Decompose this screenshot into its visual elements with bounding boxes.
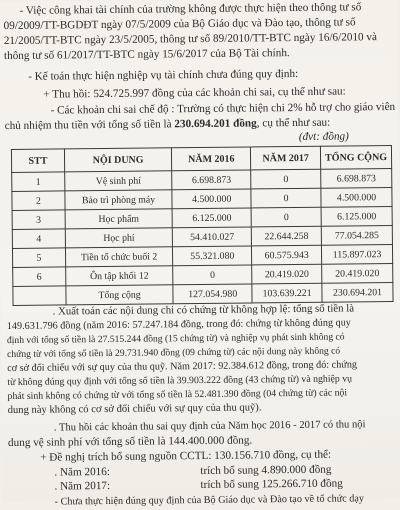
paragraph-line [54,479,110,494]
paragraph-line: + Đề nghị trích bổ sung nguồn CCTL: 130.156.710 đồng, cụ thể: [40,448,332,464]
amount-line: trích bổ sung 125.266.710 đồng [200,477,343,492]
cell-total-2016: 127.054.980 [173,284,252,304]
paragraph-line: 21/2005/TT-BTC ngày 23/5/2005, thông tư số 89/2010/TT-BTC ngày 16/6/2010 và [3,31,378,48]
paragraph-line: dung này không có cơ sở đối chiếu với sự quy của thu quỹ). [7,402,262,417]
paragraph-text: chủ nhiệm thu tiền với tổng số tiền là [4,118,175,133]
header-tong-cong: TỔNG CỘNG [320,145,391,169]
header-stt: STT [11,149,64,173]
paragraph-line: định với tổng số tiền là 27.515.244 đồng (15 chứng từ) và nghiệp vụ phát sinh không có [6,331,345,347]
cell-grand-total: 230.694.201 [322,282,393,302]
paragraph-line: . Xuất toán các nội dung chi có chứng từ không hợp lệ: tổng số tiền là [52,302,355,318]
cell-stt: 6 [13,267,66,287]
cell-content: Tiền tổ chức buổi 2 [65,247,173,267]
paragraph-line: . Thu hồi các khoản thu sai quy định của Năm học 2016 - 2017 có thu nội [53,419,366,434]
cell-total-label: Tổng cộng [66,285,174,305]
cell-total: 115.897.023 [322,244,393,264]
year-label: . Năm 2016: [54,465,111,479]
cell-2017: 0 [251,188,321,208]
cell-2017: 22.644.258 [251,226,321,246]
paragraph-line: - Kế toán thực hiện nghiệp vụ tài chính chưa đúng quy định: [28,67,299,83]
cell-total-2017: 103.639.221 [252,283,322,303]
cell-2016: 6.698.873 [172,170,251,190]
cell-stt: 5 [12,248,65,268]
cell-2016: 4.500.000 [172,189,251,209]
paragraph-line: dung vệ sinh phí với tổng số tiền là 144.400.000 đồng. [7,434,253,450]
paragraph-line: thông tư số 61/2017/TT-BTC ngày 15/6/2017 của Bộ Tài chính. [3,47,290,63]
cell-2017: 20.419.020 [252,264,322,284]
cell-stt [13,286,66,306]
paragraph-line [5,116,331,133]
paragraph-line [54,465,110,480]
paragraph-line: cơ sở đối chiếu với sự quy của thu quỹ. Năm 2017: 92.384.612 đồng, trong đó: chứng [7,359,358,375]
expense-table [11,145,394,306]
cell-2016: 6.125.000 [172,208,251,228]
cell-content: Học phẩm [65,209,173,229]
paragraph-line: từ không đúng quy định với tổng số tiền là 39.903.222 đồng (43 chứng từ) và nghiệp vụ [7,373,353,389]
header-noi-dung: NỘI DUNG [64,148,172,172]
cell-stt: 1 [12,172,65,192]
cell-2016: 54.410.027 [173,227,252,247]
cell-2017: 0 [251,169,321,189]
cell-total: 4.500.000 [321,187,392,207]
cell-content: Bảo trì phòng máy [65,190,173,210]
paragraph-text: , cụ thể như sau: [256,116,331,130]
paragraph-line: - Các khoản chi sai chế độ : Trường có thực hiện chi 2% hỗ trợ cho giáo viên [50,100,396,117]
cell-content: Học phí [65,228,173,248]
cell-content: Vệ sinh phí [64,171,172,191]
cell-stt: 3 [12,210,65,230]
cell-total: 77.054.285 [321,225,392,245]
paragraph-line: phát sinh không có chứng từ với tổng số tiền là 52.481.390 đồng (04 chứng từ) các nội [7,387,348,403]
unit-label: (đvt: đồng) [298,130,349,143]
paragraph-line: - Chưa thực hiện đúng quy định của Bộ Giáo dục và Đào tạo về tổ chức dạy [54,493,365,508]
header-nam-2017: NĂM 2017 [251,146,321,170]
cell-2016: 0 [173,265,252,285]
header-nam-2016: NĂM 2016 [172,147,251,171]
bold-amount: 230.694.201 đồng [174,117,257,131]
cell-total: 6.125.000 [321,206,392,226]
cell-stt: 2 [12,191,65,211]
cell-total: 20.419.020 [322,263,393,283]
paragraph-line: + Thu hồi: 524.725.997 đồng của các khoản chi sai, cụ thể như sau: [43,85,346,101]
cell-2017: 0 [251,207,321,227]
cell-2016: 55.321.080 [173,246,252,266]
cell-content: Ôn tập khối 12 [65,266,173,286]
cell-stt: 4 [12,229,65,249]
amount-line: trích bổ sung 4.890.000 đồng [200,463,332,478]
paragraph-line: - Việc công khai tài chính của trường không được thực hiện theo thông tư số [19,1,362,17]
cell-2017: 60.575.943 [252,245,322,265]
paragraph-line: 149.631.796 đồng (năm 2016: 57.247.184 đồng, trong đó: chứng từ không đúng quy [6,317,351,333]
year-label: . Năm 2017: [54,479,111,493]
paragraph-line: 09/2009/TT-BGDĐT ngày 07/5/2009 của Bộ Giáo dục và Đào tạo, thông tư số [3,16,356,33]
cell-total: 6.698.873 [321,168,392,188]
paragraph-line: chứng từ với tổng số tiền là 29.731.940 đồng (09 chứng từ) các nội dung này không có [7,345,341,361]
